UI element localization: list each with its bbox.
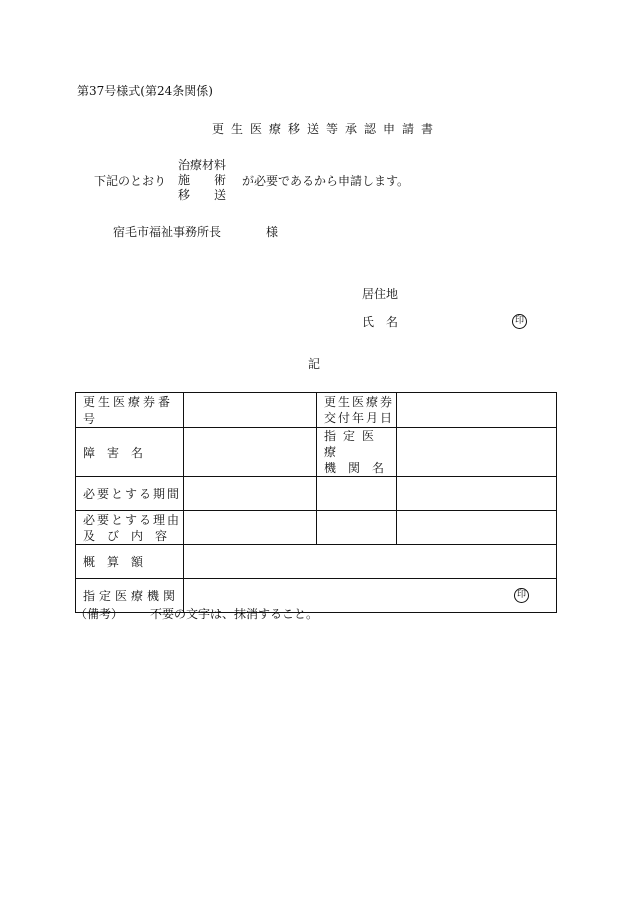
table-row	[76, 511, 557, 545]
ki-label: 記	[308, 357, 321, 371]
label-disability-name: 障 害 名	[76, 428, 184, 477]
tail-text: が必要であるから申請します。	[242, 174, 410, 188]
label-medical-institution: 指定医療 機 関 名	[317, 428, 397, 477]
label-reason-content: 必要とする理由 及 び 内 容	[76, 511, 184, 545]
issue-date-field[interactable]	[397, 393, 557, 428]
medical-institution-field[interactable]	[397, 428, 557, 477]
label-designated-institution: 指定医療機関	[76, 579, 184, 613]
option-transport: 移 送	[178, 188, 227, 202]
seal-mark: 印	[514, 588, 529, 603]
reason-content-field[interactable]	[184, 511, 317, 545]
addressee: 宿毛市福祉事務所長	[113, 225, 222, 239]
label-estimated-amount: 概 算 額	[76, 545, 184, 579]
lead-text: 下記のとおり	[94, 174, 167, 188]
form-number: 第37号様式(第24条関係)	[77, 84, 213, 98]
document-title: 更生医療移送等承認申請書	[212, 122, 441, 136]
disability-name-field[interactable]	[184, 428, 317, 477]
honorific: 様	[266, 225, 279, 239]
empty-cell[interactable]	[317, 511, 397, 545]
name-label: 氏 名	[362, 315, 399, 329]
empty-cell[interactable]	[397, 477, 557, 511]
option-procedure: 施 術	[178, 173, 227, 187]
required-period-field[interactable]	[184, 477, 317, 511]
label-ticket-number: 更生医療券番号	[76, 393, 184, 428]
option-treatment-materials: 治療材料	[178, 158, 227, 172]
table-row	[76, 477, 557, 511]
note-text: 不要の文字は、抹消すること。	[150, 607, 319, 621]
label-required-period: 必要とする期間	[76, 477, 184, 511]
application-table	[75, 392, 557, 613]
table-row	[76, 545, 557, 579]
seal-mark: 印	[512, 314, 527, 329]
table-row	[76, 428, 557, 477]
empty-cell[interactable]	[397, 511, 557, 545]
options-list	[178, 158, 226, 203]
ticket-number-field[interactable]	[184, 393, 317, 428]
label-issue-date: 更生医療券 交付年月日	[317, 393, 397, 428]
note-prefix: （備考）	[75, 607, 124, 621]
table-row	[76, 393, 557, 428]
estimated-amount-field[interactable]	[184, 545, 557, 579]
empty-cell[interactable]	[317, 477, 397, 511]
residence-label: 居住地	[362, 287, 399, 301]
